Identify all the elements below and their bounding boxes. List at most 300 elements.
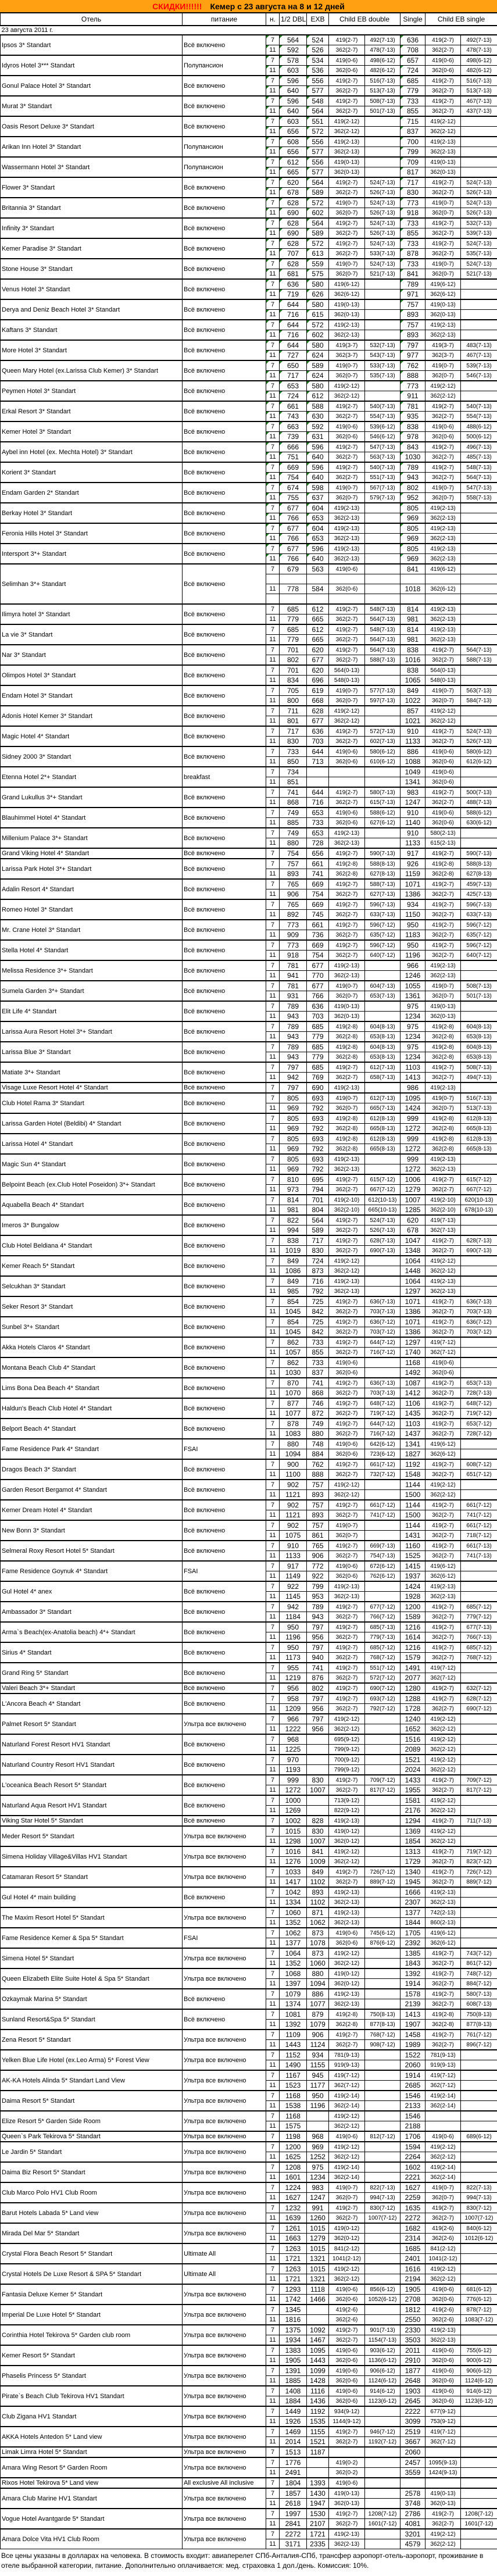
child-eb-single-2-cell [461,391,497,402]
single-price-cell: 1385 [401,1948,426,1959]
dbl-price-cell: 1627 [280,2193,307,2203]
child-eb-single-2-cell: 564(7-13) [461,645,497,655]
hotel-price-row [1,157,497,167]
exb-price-cell: 983 [307,2182,329,2193]
child-eb-single-1-cell: 362(2-12) [426,1765,461,1775]
child-eb-single-2-cell [461,716,497,727]
child-eb-double-1-cell: 419(2-7) [329,879,365,889]
green-corner-marker [280,219,283,221]
child-eb-double-2-cell: 588(7-13) [365,655,401,666]
child-eb-double-1-cell: 419(2-8) [329,1021,365,1032]
exb-price-cell [307,1806,329,1816]
dbl-price-cell: 1219 [280,1673,307,1684]
single-price-cell: 1150 [401,910,426,920]
exb-price-cell: 792 [307,1103,329,1114]
green-corner-marker [266,452,269,455]
exb-price-cell: 580 [307,299,329,310]
hotel-price-row [1,1134,497,1144]
green-corner-marker [266,269,269,272]
green-corner-marker [401,137,403,140]
meal-plan-cell: Ультра все включено [183,2305,266,2325]
child-eb-single-1-cell: 419(2-7) [426,1622,461,1632]
hotel-name-cell: Adonis Hotel Kemer 3* Standart [1,706,183,726]
exb-price-cell: 598 [307,483,329,493]
meal-plan-cell: Всё включено [183,787,266,808]
child-eb-double-2-cell: 1154(7-13) [365,2335,401,2346]
dbl-price-cell: 1352 [280,1918,307,1928]
nights-cell: 7 [266,1520,280,1531]
meal-plan-cell: Ультра все включено [183,2111,266,2131]
exb-price-cell: 1443 [307,2356,329,2366]
child-eb-double-1-cell: 362(2-7) [329,951,365,961]
dbl-price-cell: 564 [280,35,307,45]
child-eb-double-2-cell: 596(7-13) [365,899,401,910]
dbl-price-cell: 1375 [280,2325,307,2335]
child-eb-single-1-cell: 362(2-8) [426,1052,461,1063]
hotel-name-cell: Fantasia Deluxe Kemer 5* Standart [1,2284,183,2305]
green-corner-marker [266,45,269,48]
child-eb-single-2-cell: 653(8-13) [461,1052,497,1063]
green-corner-marker [307,534,310,537]
child-eb-double-2-cell [365,2142,401,2152]
child-eb-double-2-cell: 564(7-13) [365,635,401,645]
child-eb-single-1-cell: 1041(2-12) [426,2254,461,2264]
child-eb-double-2-cell: 661(7-12) [365,1459,401,1470]
child-eb-single-1-cell: 362(2-7) [426,1429,461,1439]
child-eb-single-2-cell: 524(7-13) [461,726,497,737]
hotel-price-row [1,604,497,614]
child-eb-single-2-cell: 488(6-12) [461,421,497,432]
single-price-cell: 969 [401,534,426,544]
child-eb-double-1-cell: 419(0-6) [329,2131,365,2142]
child-eb-single-1-cell: 419(0-7) [426,360,461,371]
child-eb-single-2-cell: 628(7-13) [461,1235,497,1246]
hotel-price-row [1,360,497,371]
child-eb-double-1-cell: 419(2-7) [329,2203,365,2213]
nights-cell: 7 [266,645,280,655]
green-corner-marker [280,167,283,170]
single-price-cell: 1589 [401,1612,426,1623]
exb-price-cell: 653 [307,828,329,838]
green-corner-marker [401,280,403,283]
hotel-name-cell: Ozkaymak Marina 5* Standart [1,1989,183,2009]
child-eb-double-2-cell: 526(7-13) [365,208,401,219]
nights-cell: 7 [266,2142,280,2152]
child-eb-double-1-cell: 362(0-12) [329,1837,365,1847]
child-eb-single-1-cell: 362(2-7) [426,2213,461,2224]
child-eb-double-1-cell: 362(6-12) [329,290,365,300]
child-eb-double-2-cell [365,960,401,971]
hotel-name-cell: Fame Residence Kemer & Spa 5* Standart [1,1928,183,1948]
child-eb-single-1-cell: 580(2-13) [426,828,461,838]
green-corner-marker [307,483,310,486]
green-corner-marker [401,371,403,374]
child-eb-single-2-cell: 615(7-12) [461,1174,497,1185]
single-price-cell: 986 [401,1082,426,1093]
dbl-price-cell: 1019 [280,1246,307,1256]
single-price-cell: 2024 [401,1765,426,1775]
exb-price-cell: 661 [307,859,329,869]
child-eb-single-2-cell [461,2173,497,2183]
child-eb-double-1-cell: 362(2-14) [329,2173,365,2183]
child-eb-single-2-cell: 539(7-13) [461,360,497,371]
single-price-cell: 1133 [401,838,426,849]
child-eb-single-1-cell: 419(2-7) [426,1602,461,1612]
child-eb-double-2-cell: 994(7-13) [365,2193,401,2203]
exb-price-cell: 802 [307,1683,329,1693]
child-eb-single-1-cell: 419(2-7) [426,1296,461,1307]
dbl-price-cell: 765 [280,879,307,889]
child-eb-double-1-cell: 362(2-10) [329,1205,365,1216]
nights-cell: 11 [266,452,280,463]
nights-cell: 11 [266,1164,280,1175]
nights-cell: 7 [266,1907,280,1918]
dbl-price-cell: 973 [280,1185,307,1195]
child-eb-single-2-cell [461,1837,497,1847]
single-price-cell: 837 [401,127,426,137]
single-price-cell: 1955 [401,1785,426,1796]
child-eb-single-2-cell [461,584,497,594]
child-eb-single-1-cell: 419(2-7) [426,1948,461,1959]
child-eb-single-1-cell: 419(2-12) [426,1734,461,1745]
child-eb-single-2-cell [461,564,497,574]
child-eb-double-1-cell: 362(2-7) [329,452,365,463]
hotel-name-cell: Simena Holiday Village&Villas HV1 Standart [1,1846,183,1867]
exb-price-cell: 604 [307,503,329,513]
hotel-name-cell: Visage Luxe Resort Hotel 4* Standart [1,1082,183,1093]
hotel-name-cell: Idyros Hotel 3*** Standart [1,55,183,76]
green-corner-marker [280,351,283,353]
nights-cell: 7 [266,2050,280,2060]
hotel-price-row [1,462,497,473]
hotel-name-cell: Venus Hotel 3* Standart [1,279,183,299]
nights-cell: 11 [266,249,280,259]
child-eb-double-2-cell: 648(7-12) [365,1398,401,1409]
hotel-price-row [1,523,497,534]
single-price-cell: 2786 [401,2509,426,2519]
single-price-cell: 830 [401,188,426,198]
exb-price-cell: 749 [307,1419,329,1429]
child-eb-double-1-cell: 419(2-7) [329,35,365,45]
child-eb-single-2-cell: 608(7-12) [461,1459,497,1470]
hotel-price-row [1,1642,497,1653]
nights-cell: 7 [266,1693,280,1704]
green-corner-marker [266,239,269,242]
single-price-cell: 1433 [401,1775,426,1785]
hotel-price-row [1,2325,497,2335]
child-eb-single-2-cell: 653(8-13) [461,1032,497,1042]
child-eb-single-1-cell: 362(6-12) [426,1571,461,1582]
exb-price-cell: 1102 [307,1877,329,1888]
hotel-price-row [1,828,497,838]
child-eb-single-1-cell: 677(9-12) [426,2406,461,2417]
child-eb-single-2-cell: 494(7-13) [461,1073,497,1083]
child-eb-single-2-cell: 584(7-13) [461,696,497,706]
child-eb-double-1-cell: 362(0-7) [329,208,365,219]
child-eb-single-2-cell [461,1287,497,1297]
nights-cell: 7 [266,1968,280,1979]
green-corner-marker [307,544,310,547]
single-price-cell: 709 [401,157,426,167]
child-eb-single-1-cell: 362(2-7) [426,1632,461,1643]
child-eb-double-2-cell: 768(7-12) [365,2030,401,2040]
child-eb-single-2-cell: 648(7-12) [461,1398,497,1409]
child-eb-single-1-cell: 362(2-7) [426,1327,461,1338]
child-eb-double-1-cell: 548(0-13) [329,676,365,686]
meal-plan-cell: Всё включено [183,544,266,564]
child-eb-single-1-cell: 548(0-13) [426,676,461,686]
single-price-cell: 3099 [401,2417,426,2427]
child-eb-double-1-cell: 362(2-13) [329,1898,365,1908]
nights-cell: 7 [266,1256,280,1266]
meal-plan-cell: Ультра все включено [183,2070,266,2091]
dbl-price-cell: 797 [280,1062,307,1073]
hotel-name-cell: Adalin Resort 4* Standart [1,879,183,899]
green-corner-marker [401,402,403,405]
child-eb-double-2-cell: 524(7-13) [365,238,401,249]
child-eb-single-2-cell [461,767,497,777]
child-eb-single-2-cell: 485(7-13) [461,452,497,463]
single-price-cell: 1234 [401,1012,426,1022]
exb-price-cell [307,2457,329,2468]
dbl-price-cell: 1086 [280,1266,307,1277]
child-eb-single-2-cell: 628(7-12) [461,1693,497,1704]
exb-price-cell: 1077 [307,1999,329,2010]
dbl-price-cell: 902 [280,1500,307,1510]
child-eb-single-2-cell: 612(8-13) [461,1134,497,1144]
child-eb-double-2-cell [365,777,401,788]
hotel-name-cell: More Hotel 3* Standart [1,340,183,360]
child-eb-single-1-cell: 419(2-7) [426,1317,461,1327]
single-price-cell: 841 [401,564,426,574]
child-eb-double-2-cell [365,2101,401,2111]
child-eb-double-1-cell: 362(2-7) [329,635,365,645]
child-eb-double-1-cell: 419(0-6) [329,2478,365,2488]
hotel-name-cell: Corinthia Hotel Tekirova 5* Garden club room [1,2325,183,2345]
nights-cell: 7 [266,340,280,351]
child-eb-double-2-cell: 745(6-12) [365,1928,401,1938]
dbl-price-cell: 1000 [280,1795,307,1806]
child-eb-single-1-cell: 419(7-12) [426,1337,461,1348]
dbl-price-cell: 1721 [280,2274,307,2285]
single-price-cell: 1415 [401,1561,426,1571]
green-corner-marker [266,483,269,486]
single-price-cell: 1546 [401,2111,426,2121]
child-eb-single-1-cell: 362(2-7) [426,2519,461,2529]
dbl-price-cell: 679 [280,564,307,574]
child-eb-single-2-cell [461,2070,497,2081]
nights-cell: 11 [266,147,280,158]
child-eb-double-1-cell: 362(2-13) [329,330,365,341]
child-eb-single-2-cell [461,299,497,310]
child-eb-single-1-cell: 419(2-7) [426,1419,461,1429]
dbl-price-cell: 1222 [280,1724,307,1735]
nights-cell: 7 [266,1154,280,1164]
green-corner-marker [307,106,310,109]
child-eb-double-1-cell: 419(2-7) [329,1174,365,1185]
exb-price-cell: 886 [307,1989,329,1999]
exb-price-cell: 717 [307,1235,329,1246]
exb-price-cell: 1530 [307,2509,329,2519]
meal-plan-cell: Ультра все включено [183,2386,266,2406]
hotel-name-cell: Selimhan 3*+ Standart [1,564,183,604]
child-eb-double-1-cell: 362(2-7) [329,655,365,666]
child-eb-single-1-cell: 362(3-7) [426,351,461,361]
exb-price-cell: 733 [307,818,329,828]
nights-cell: 11 [266,1226,280,1236]
green-corner-marker [280,330,283,333]
child-eb-single-1-cell: 419(2-8) [426,1134,461,1144]
green-corner-marker [401,341,403,344]
single-price-cell: 805 [401,544,426,554]
dbl-price-cell: 1926 [280,2417,307,2427]
green-corner-marker [307,208,310,211]
meal-plan-cell: Всё включено [183,920,266,940]
child-eb-single-2-cell: 539(7-13) [461,228,497,239]
exb-price-cell: 619 [307,685,329,696]
meal-plan-cell: Всё включено [183,1195,266,1215]
child-eb-single-2-cell: 636(7-12) [461,1317,497,1327]
meal-plan-cell: Всё включено [183,1276,266,1296]
hotel-price-row [1,645,497,655]
nights-cell: 7 [266,1296,280,1307]
dbl-price-cell: 677 [280,523,307,534]
meal-plan-cell: Всё включено [183,1062,266,1082]
green-corner-marker [266,280,269,283]
hotel-name-cell: Magic Sun 4* Standart [1,1154,183,1174]
dbl-price-cell: 1225 [280,1745,307,1755]
child-eb-double-1-cell: 419(2-7) [329,1663,365,1673]
hotel-name-cell: Valeri Beach 3*+ Standart [1,1683,183,1693]
child-eb-double-2-cell [365,1154,401,1164]
child-eb-single-2-cell: 889(7-12) [461,1877,497,1888]
child-eb-single-1-cell: 362(2-12) [426,1490,461,1500]
nights-cell: 11 [266,2101,280,2111]
child-eb-single-1-cell: 362(2-7) [426,249,461,259]
single-price-cell: 733 [401,238,426,249]
child-eb-double-2-cell [365,299,401,310]
child-eb-double-1-cell: 419(2-7) [329,462,365,473]
single-price-cell: 999 [401,1134,426,1144]
child-eb-double-1-cell: 362(0-2) [329,2468,365,2478]
meal-plan-cell: Ультра все включено [183,2203,266,2223]
single-price-cell: 911 [401,391,426,402]
child-eb-single-1-cell: 419(7-12) [426,2070,461,2081]
green-corner-marker [401,483,403,486]
green-corner-marker [266,473,269,476]
dbl-price-cell: 1079 [280,1989,307,1999]
dbl-price-cell: 1121 [280,1490,307,1500]
hotel-name-cell: Mirada Del Mar 5* Standart [1,2223,183,2243]
nights-cell: 7 [266,1195,280,1205]
single-price-cell: 773 [401,198,426,208]
nights-cell: 7 [266,1622,280,1632]
exb-price-cell: 1467 [307,2335,329,2346]
child-eb-single-1-cell: 362(2-13) [426,1898,461,1908]
child-eb-double-1-cell: 419(0-6) [329,1561,365,1571]
single-price-cell: 678 [401,1226,426,1236]
child-eb-double-1-cell: 362(0-6) [329,66,365,76]
exb-price-cell: 661 [307,920,329,930]
child-eb-single-2-cell: 580(6-12) [461,746,497,757]
green-corner-marker [280,66,283,69]
child-eb-double-1-cell: 419(2-13) [329,1082,365,1093]
hotel-name-cell: Wassermann Hotel 3* Standart [1,157,183,177]
green-corner-marker [307,45,310,48]
child-eb-single-1-cell: 419(2-13) [426,137,461,147]
child-eb-single-2-cell: 633(7-13) [461,910,497,920]
dbl-price-cell: 893 [280,869,307,880]
child-eb-single-2-cell [461,1795,497,1806]
child-eb-double-1-cell: 362(2-12) [329,2152,365,2163]
hotel-price-row [1,1867,497,1877]
child-eb-double-2-cell: 642(6-12) [365,1439,401,1449]
hotel-price-row [1,544,497,554]
child-eb-single-1-cell: 419(2-8) [426,859,461,869]
nights-cell: 11 [266,1266,280,1277]
single-price-cell: 1458 [401,2030,426,2040]
hotel-price-row [1,564,497,574]
green-corner-marker [307,280,310,283]
exb-price-cell: 693 [307,1154,329,1164]
hotel-price-row [1,960,497,971]
child-eb-double-2-cell: 508(7-13) [365,96,401,106]
exb-price-cell: 653 [307,513,329,524]
child-eb-single-2-cell [461,2264,497,2274]
hotel-price-row [1,2050,497,2060]
col-header-child-eb-double: Child EB double [329,13,401,26]
meal-plan-cell: Всё включено [183,1693,266,1714]
exb-price-cell: 1247 [307,2193,329,2203]
nights-cell: 11 [266,1938,280,1949]
single-price-cell: 1071 [401,879,426,889]
nights-cell: 11 [266,1918,280,1928]
dbl-price-cell: 906 [280,889,307,900]
hotel-name-cell: Intersport 3*+ Standart [1,544,183,564]
child-eb-double-1-cell: 362(0-6) [329,2396,365,2407]
green-corner-marker [280,290,283,292]
child-eb-double-1-cell: 419(0-7) [329,1520,365,1531]
hotel-name-cell: AKKA Hotels Antedon 5* Land view [1,2427,183,2447]
exb-price-cell: 1007 [307,1837,329,1847]
single-price-cell: 969 [401,513,426,524]
dbl-price-cell: 644 [280,320,307,330]
meal-plan-cell: Ультра все включено [183,1846,266,1867]
meal-plan-cell: Всё включено [183,848,266,859]
child-eb-single-2-cell: 563(7-13) [461,685,497,696]
hotel-price-row [1,1357,497,1368]
exb-price-cell: 975 [307,2162,329,2173]
dbl-price-cell: 1397 [280,1979,307,1989]
dbl-price-cell: 969 [280,1124,307,1134]
child-eb-double-2-cell [365,1887,401,1898]
hotel-name-cell: Stella Hotel 4* Standart [1,940,183,960]
dbl-price-cell: 1173 [280,1653,307,1663]
dbl-price-cell: 805 [280,1134,307,1144]
single-price-cell: 1140 [401,818,426,828]
child-eb-double-2-cell [365,2173,401,2183]
child-eb-double-1-cell: 419(2-7) [329,1775,365,1785]
child-eb-single-1-cell: 362(0-13) [426,2499,461,2509]
dbl-price-cell: 644 [280,299,307,310]
child-eb-double-1-cell: 362(2-7) [329,1073,365,1083]
exb-price-cell: 620 [307,645,329,655]
child-eb-double-1-cell: 419(2-6) [329,2305,365,2315]
child-eb-single-2-cell [461,2499,497,2509]
nights-cell: 7 [266,706,280,716]
dbl-price-cell: 754 [280,848,307,859]
nights-cell: 11 [266,1653,280,1663]
